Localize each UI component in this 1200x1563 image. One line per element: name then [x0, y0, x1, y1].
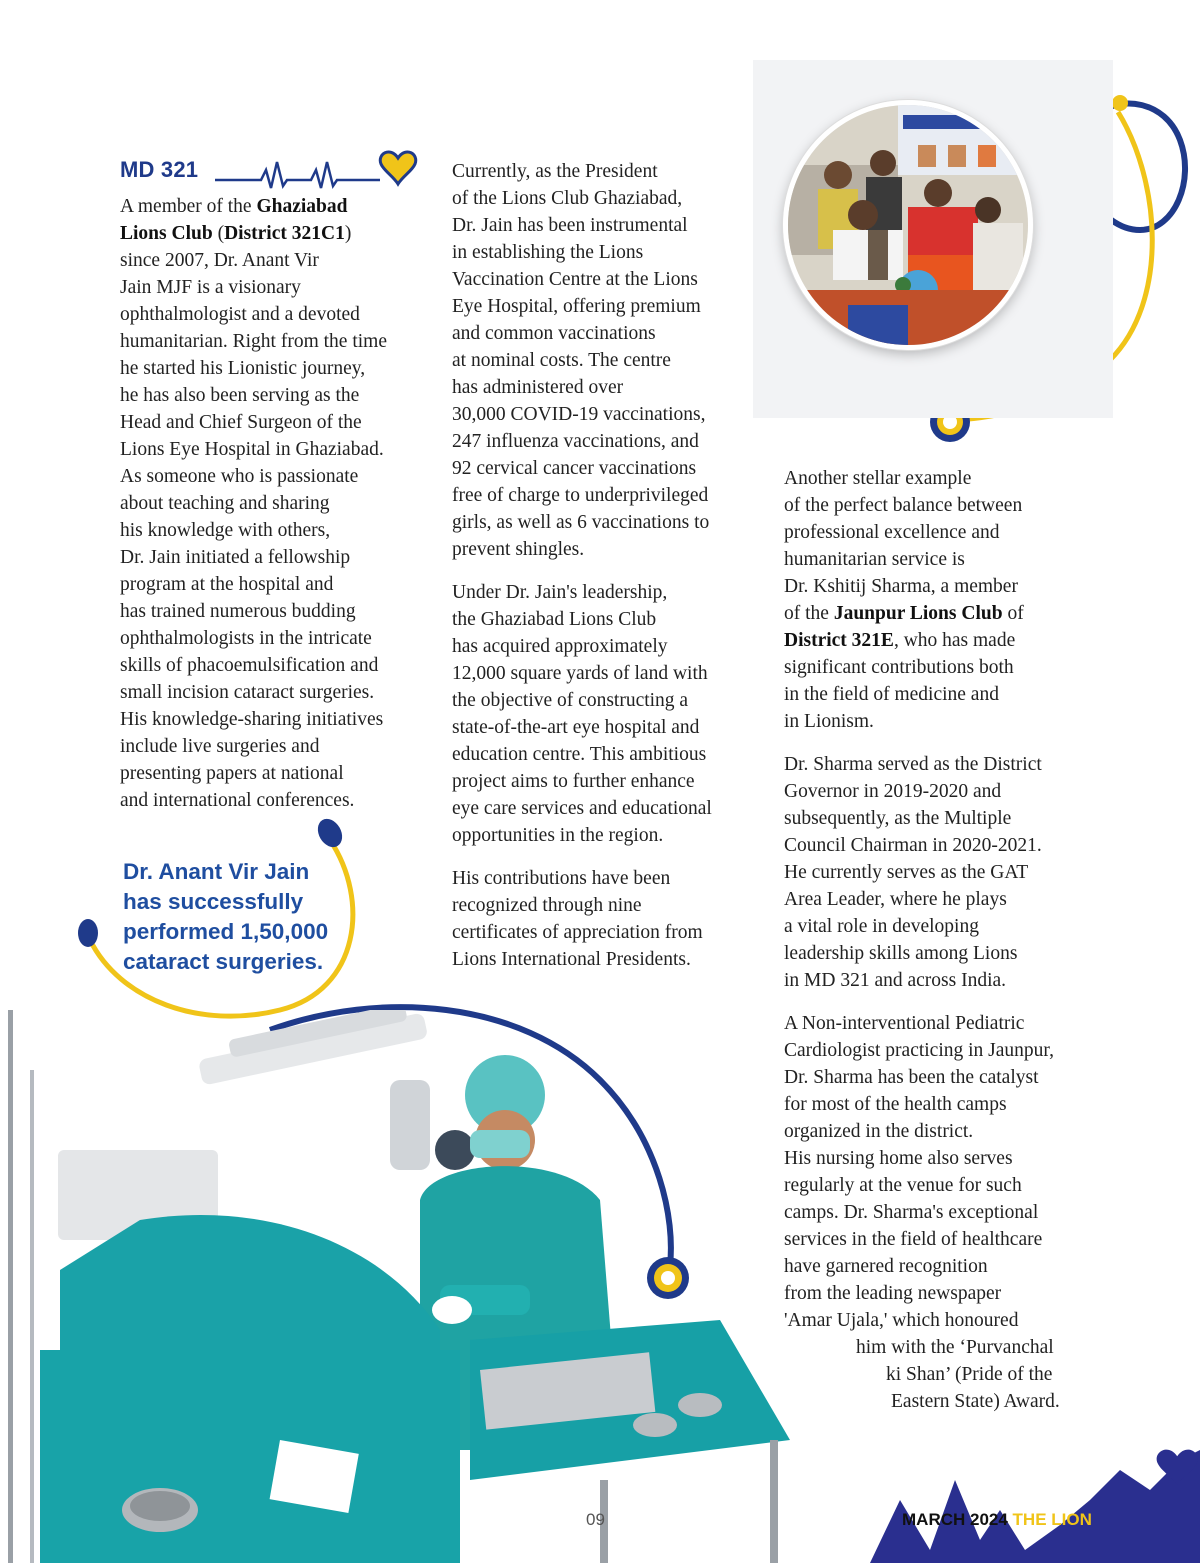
- text-line: Lions Club (District 321C1): [120, 223, 352, 244]
- text-line: Governor in 2019-2020 and: [784, 781, 1002, 802]
- text-line: A member of the Ghaziabad: [120, 196, 348, 217]
- text-line: he has also been serving as the: [120, 385, 360, 406]
- text-line: in Lionism.: [784, 711, 874, 732]
- text-line: As someone who is passionate: [120, 466, 359, 487]
- text-line: Lions Eye Hospital in Ghaziabad.: [120, 439, 384, 460]
- text-line: His nursing home also serves: [784, 1148, 1013, 1169]
- pull-quote: [123, 857, 328, 977]
- text-line: a vital role in developing: [784, 916, 979, 937]
- text-line: His knowledge-sharing initiatives: [120, 709, 384, 730]
- text-line: Dr. Jain has been instrumental: [452, 215, 688, 236]
- text-line: opportunities in the region.: [452, 825, 664, 846]
- health-camp-illustration: [788, 105, 1028, 345]
- text-line: presenting papers at national: [120, 763, 344, 784]
- text-line: small incision cataract surgeries.: [120, 682, 375, 703]
- text-line: He currently serves as the GAT: [784, 862, 1029, 883]
- text-line: 247 influenza vaccinations, and: [452, 431, 699, 452]
- text-line: 'Amar Ujala,' which honoured: [784, 1310, 1019, 1331]
- text-line: has administered over: [452, 377, 624, 398]
- text-line: for most of the health camps: [784, 1094, 1007, 1115]
- health-camp-photo: [753, 60, 1113, 418]
- text-line: Currently, as the President: [452, 161, 658, 182]
- text-line: Dr. Jain initiated a fellowship: [120, 547, 351, 568]
- paragraph: [452, 579, 752, 849]
- text-line: 92 cervical cancer vaccinations: [452, 458, 697, 479]
- text-line: significant contributions both: [784, 657, 1014, 678]
- column-ghaziabad-intro: [120, 193, 440, 830]
- surgery-photo: [0, 1010, 820, 1563]
- text-line: he started his Lionistic journey,: [120, 358, 366, 379]
- pull-quote-line: Dr. Anant Vir Jain: [123, 859, 310, 884]
- text-line: Council Chairman in 2020-2021.: [784, 835, 1042, 856]
- text-line: subsequently, as the Multiple: [784, 808, 1012, 829]
- pull-quote-line: performed 1,50,000: [123, 919, 329, 944]
- text-line: education centre. This ambitious: [452, 744, 707, 765]
- text-line: His contributions have been: [452, 868, 671, 889]
- text-line: camps. Dr. Sharma's exceptional: [784, 1202, 1039, 1223]
- text-line: 12,000 square yards of land with: [452, 663, 708, 684]
- heartbeat-icon: [205, 136, 420, 196]
- footer-date: MARCH 2024: [902, 1510, 1008, 1529]
- text-line: girls, as well as 6 vaccinations to: [452, 512, 710, 533]
- text-line: professional excellence and: [784, 522, 1000, 543]
- text-line: the Ghaziabad Lions Club: [452, 609, 657, 630]
- text-line: ophthalmologist and a devoted: [120, 304, 360, 325]
- text-line: humanitarian service is: [784, 549, 965, 570]
- paragraph: [784, 751, 1094, 994]
- section-tag: MD 321: [120, 157, 199, 182]
- text-line: of the Lions Club Ghaziabad,: [452, 188, 683, 209]
- paragraph: [452, 865, 752, 973]
- text-line: ki Shan’ (Pride of the: [886, 1364, 1053, 1385]
- text-line: ophthalmologists in the intricate: [120, 628, 372, 649]
- footer-issue: [902, 1510, 1092, 1530]
- text-line: from the leading newspaper: [784, 1283, 1002, 1304]
- health-camp-photo-circle: [783, 100, 1033, 350]
- text-line: has acquired approximately: [452, 636, 668, 657]
- footer-skyline-decoration: [860, 1440, 1200, 1563]
- text-line: free of charge to underprivileged: [452, 485, 709, 506]
- text-line: leadership skills among Lions: [784, 943, 1018, 964]
- text-line: Vaccination Centre at the Lions: [452, 269, 698, 290]
- paragraph: [452, 158, 752, 563]
- text-line: at nominal costs. The centre: [452, 350, 671, 371]
- text-line: in MD 321 and across India.: [784, 970, 1007, 991]
- text-line: and international conferences.: [120, 790, 355, 811]
- text-line: Dr. Sharma has been the catalyst: [784, 1067, 1039, 1088]
- text-line: in establishing the Lions: [452, 242, 644, 263]
- text-line: since 2007, Dr. Anant Vir: [120, 250, 319, 271]
- text-line: certificates of appreciation from: [452, 922, 703, 943]
- text-line: Lions International Presidents.: [452, 949, 691, 970]
- text-line: prevent shingles.: [452, 539, 585, 560]
- pull-quote-line: cataract surgeries.: [123, 949, 324, 974]
- text-line: the objective of constructing a: [452, 690, 689, 711]
- text-line: and common vaccinations: [452, 323, 656, 344]
- text-line: services in the field of healthcare: [784, 1229, 1043, 1250]
- text-line: Head and Chief Surgeon of the: [120, 412, 362, 433]
- text-line: him with the ‘Purvanchal: [856, 1337, 1054, 1358]
- text-line: humanitarian. Right from the time: [120, 331, 387, 352]
- text-line: District 321E, who has made: [784, 630, 1016, 651]
- text-line: of the perfect balance between: [784, 495, 1023, 516]
- footer-magazine-name: THE LION: [1012, 1510, 1092, 1529]
- text-line: 30,000 COVID-19 vaccinations,: [452, 404, 706, 425]
- text-line: state-of-the-art eye hospital and: [452, 717, 700, 738]
- text-line: his knowledge with others,: [120, 520, 331, 541]
- text-line: skills of phacoemulsification and: [120, 655, 379, 676]
- text-line: Dr. Kshitij Sharma, a member: [784, 576, 1018, 597]
- text-line: Jain MJF is a visionary: [120, 277, 301, 298]
- text-line: include live surgeries and: [120, 736, 320, 757]
- text-line: have garnered recognition: [784, 1256, 988, 1277]
- text-line: recognized through nine: [452, 895, 642, 916]
- text-line: about teaching and sharing: [120, 493, 330, 514]
- paragraph: [784, 465, 1094, 735]
- text-line: program at the hospital and: [120, 574, 334, 595]
- pull-quote-line: has successfully: [123, 889, 304, 914]
- text-line: regularly at the venue for such: [784, 1175, 1022, 1196]
- page-number: 09: [586, 1510, 605, 1529]
- text-line: of the Jaunpur Lions Club of: [784, 603, 1024, 624]
- column-vaccination-centre: [452, 158, 752, 989]
- column-dr-sharma: [784, 465, 1094, 1431]
- text-line: Dr. Sharma served as the District: [784, 754, 1042, 775]
- paragraph: [120, 193, 440, 814]
- text-line: in the field of medicine and: [784, 684, 999, 705]
- text-line: A Non-interventional Pediatric: [784, 1013, 1025, 1034]
- text-line: Cardiologist practicing in Jaunpur,: [784, 1040, 1055, 1061]
- text-line: has trained numerous budding: [120, 601, 356, 622]
- text-line: eye care services and educational: [452, 798, 712, 819]
- text-line: Eye Hospital, offering premium: [452, 296, 701, 317]
- text-line: Under Dr. Jain's leadership,: [452, 582, 668, 603]
- text-line: Eastern State) Award.: [891, 1391, 1060, 1412]
- text-line: organized in the district.: [784, 1121, 974, 1142]
- text-line: Another stellar example: [784, 468, 972, 489]
- text-line: Area Leader, where he plays: [784, 889, 1007, 910]
- text-line: project aims to further enhance: [452, 771, 695, 792]
- paragraph: [784, 1010, 1094, 1415]
